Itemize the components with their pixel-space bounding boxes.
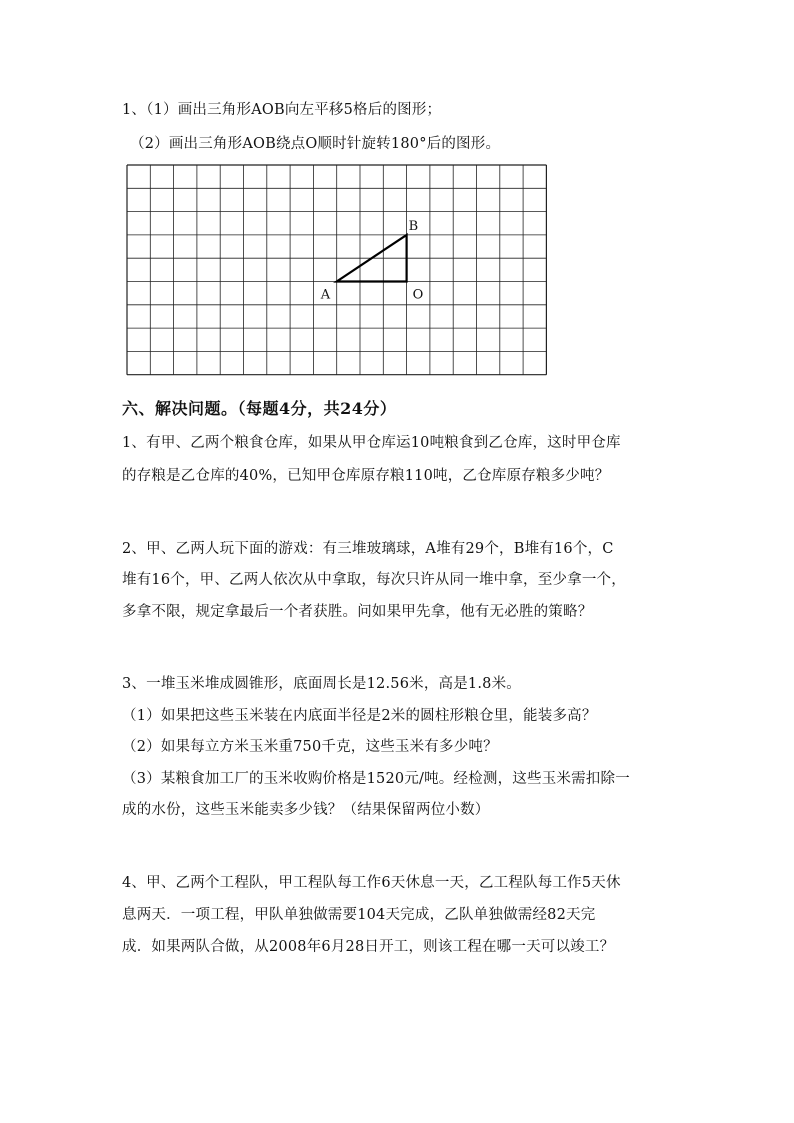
problem3-line3: （2）如果每立方米玉米重750千克，这些玉米有多少吨？ [122,739,498,755]
problem3-line2: （1）如果把这些玉米装在内底面半径是2米的圆柱形粮仓里，能装多高？ [122,708,597,724]
point-a-label: A [320,287,331,303]
transform-question-line1: 1、（1）画出三角形AOB向左平移5格后的图形； [122,102,442,118]
triangle-aob [337,235,407,282]
problem3-line5: 成的水份，这些玉米能卖多少钱？（结果保留两位小数） [122,802,490,818]
problem4-line3: 成．如果两队合做，从2008年6月28日开工，则该工程在哪一天可以竣工？ [122,939,615,955]
problem2-line3: 多拿不限，规定拿最后一个者获胜。问如果甲先拿，他有无必胜的策略？ [122,604,593,620]
problem4-line2: 息两天．一项工程，甲队单独做需要104天完成，乙队单独做需经82天完 [122,907,596,923]
point-o-label: O [412,287,424,303]
section-heading: 六、解决问题。（每题4分，共24分） [122,399,397,418]
problem1-line1: 1、有甲、乙两个粮食仓库，如果从甲仓库运10吨粮食到乙仓库，这时甲仓库 [122,435,621,451]
problem3-line4: （3）某粮食加工厂的玉米收购价格是1520元/吨。经检测，这些玉米需扣除一 [122,771,630,787]
problem4-line1: 4、甲、乙两个工程队，甲工程队每工作6天休息一天，乙工程队每工作5天休 [122,875,621,891]
transform-question-line2: （2）画出三角形AOB绕点O顺时针旋转180°后的图形。 [130,136,501,152]
problem2-line1: 2、甲、乙两人玩下面的游戏：有三堆玻璃球，A堆有29个，B堆有16个，C [122,541,614,557]
problem1-line2: 的存粮是乙仓库的40%，已知甲仓库原存粮110吨，乙仓库原存粮多少吨？ [122,468,610,484]
problem3-line1: 3、一堆玉米堆成圆锥形，底面周长是12.56米，高是1.8米。 [122,676,521,692]
grid-lines [127,165,546,375]
problem2-line2: 堆有16个，甲、乙两人依次从中拿取，每次只许从同一堆中拿，至少拿一个， [122,572,626,588]
point-b-label: B [408,218,419,234]
